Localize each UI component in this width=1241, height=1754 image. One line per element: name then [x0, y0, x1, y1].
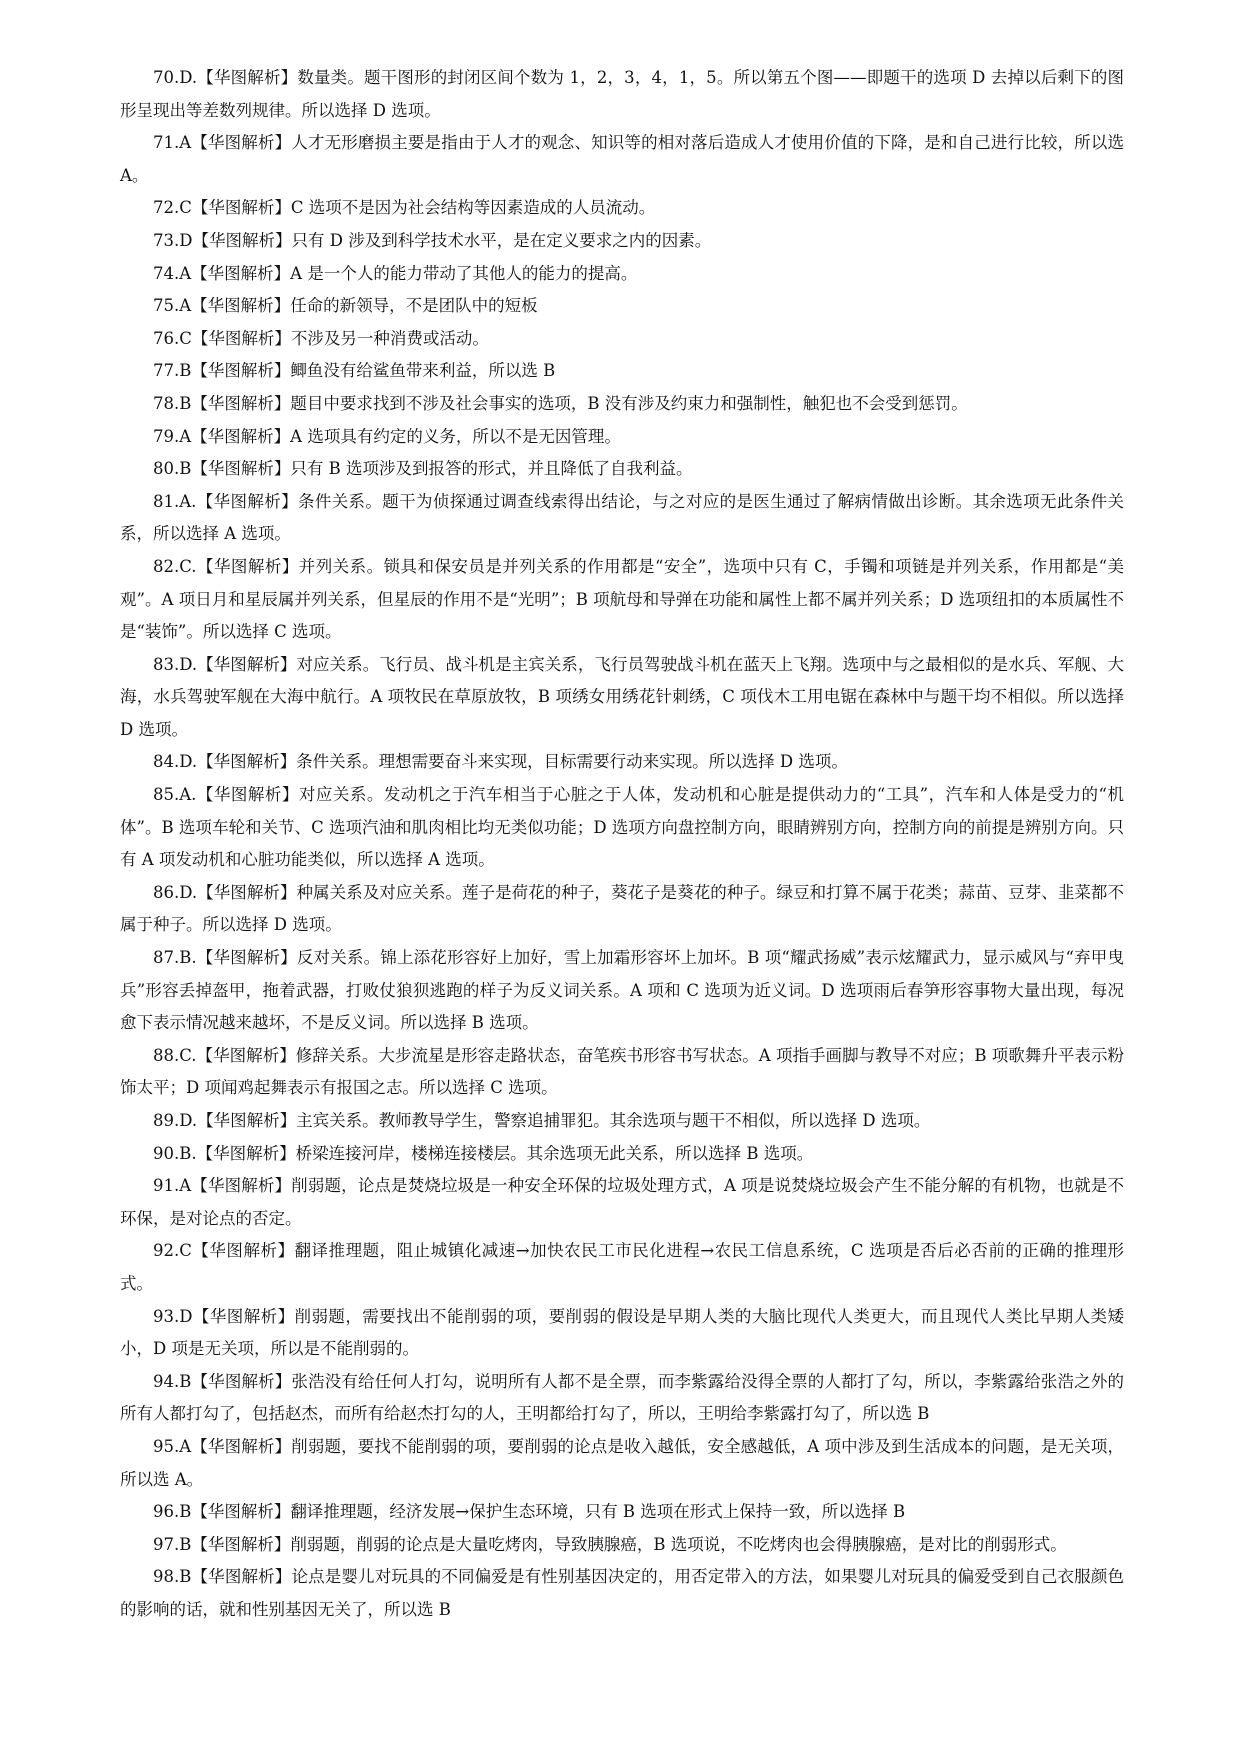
answer-explanation-82: 82.C.【华图解析】并列关系。锁具和保安员是并列关系的作用都是“安全”，选项中只有 C，手镯和项链是并列关系，作用都是“美观”。A 项日月和星辰属并列关系，但星辰的作用不是“光明”；B 项航母和导弹在功能和属性上都不属并列关系；D 选项纽扣的本质属性不是“装饰”。所以选择 C 选项。 — [120, 556, 1124, 642]
answer-explanation-93: 93.D【华图解析】削弱题，需要找出不能削弱的项，要削弱的假设是早期人类的大脑比现代人类更大，而且现代人类比早期人类矮小，D 项是无关项，所以是不能削弱的。 — [120, 1306, 1124, 1359]
answer-explanation-85: 85.A.【华图解析】对应关系。发动机之于汽车相当于心脏之于人体，发动机和心脏是提供动力的“工具”，汽车和人体是受力的“机体”。B 选项车轮和关节、C 选项汽油和肌肉相比均无类似功能；D 选项方向盘控制方向，眼睛辨别方向，控制方向的前提是辨别方向。只有 A 项发动机和心脏功能类似，所以选择 A 选项。 — [120, 785, 1124, 870]
answer-explanations — [120, 62, 1124, 1627]
answer-explanation-73: 73.D【华图解析】只有 D 涉及到科学技术水平，是在定义要求之内的因素。 — [153, 230, 712, 250]
answer-explanation-89: 89.D.【华图解析】主宾关系。教师教导学生，警察追捕罪犯。其余选项与题干不相似，所以选择 D 选项。 — [153, 1111, 931, 1130]
answer-explanation-87: 87.B.【华图解析】反对关系。锦上添花形容好上加好，雪上加霜形容坏上加坏。B 项“耀武扬威”表示炫耀武力，显示威风与“弃甲曳兵”形容丢掉盔甲，拖着武器，打败仗狼狈逃跑的样子为反义词关系。A 项和 C 选项为近义词。D 选项雨后春笋形容事物大量出现，每况愈下表示情况越来越坏，不是反义词。所以选择 B 选项。 — [120, 948, 1124, 1033]
answer-explanation-80: 80.B【华图解析】只有 B 选项涉及到报答的形式，并且降低了自我利益。 — [153, 459, 693, 479]
answer-explanation-72: 72.C【华图解析】C 选项不是因为社会结构等因素造成的人员流动。 — [153, 198, 656, 218]
answer-explanation-74: 74.A【华图解析】A 是一个人的能力带动了其他人的能力的提高。 — [153, 263, 638, 283]
answer-explanation-86: 86.D.【华图解析】种属关系及对应关系。莲子是荷花的种子，葵花子是葵花的种子。绿豆和打算不属于花类；蒜苗、豆芽、韭菜都不属于种子。所以选择 D 选项。 — [120, 882, 1124, 935]
answer-explanation-98: 98.B【华图解析】论点是婴儿对玩具的不同偏爱是有性别基因决定的，用否定带入的方法，如果婴儿对玩具的偏爱受到自己衣服颜色的影响的话，就和性别基因无关了，所以选 B — [120, 1567, 1124, 1619]
answer-explanation-77: 77.B【华图解析】鲫鱼没有给鲨鱼带来利益，所以选 B — [153, 361, 556, 381]
answer-explanation-83: 83.D.【华图解析】对应关系。飞行员、战斗机是主宾关系，飞行员驾驶战斗机在蓝天上飞翔。选项中与之最相似的是水兵、军舰、大海，水兵驾驶军舰在大海中航行。A 项牧民在草原放牧，B 项绣女用绣花针刺绣，C 项伐木工用电锯在森林中与题干均不相似。所以选择 D 选项。 — [120, 654, 1124, 739]
answer-explanation-97: 97.B【华图解析】削弱题，削弱的论点是大量吃烤肉，导致胰腺癌，B 选项说，不吃烤肉也会得胰腺癌，是对比的削弱形式。 — [153, 1534, 1067, 1554]
answer-explanation-71: 71.A【华图解析】人才无形磨损主要是指由于人才的观念、知识等的相对落后造成人才使用价值的下降，是和自己进行比较，所以选 A。 — [120, 133, 1124, 185]
answer-explanation-88: 88.C.【华图解析】修辞关系。大步流星是形容走路状态，奋笔疾书形容书写状态。A 项指手画脚与教导不对应；B 项歌舞升平表示粉饰太平；D 项闻鸡起舞表示有报国之志。所以选择 C 选项。 — [120, 1045, 1124, 1098]
answer-explanation-90: 90.B.【华图解析】桥梁连接河岸，楼梯连接楼层。其余选项无此关系，所以选择 B 选项。 — [153, 1143, 814, 1163]
answer-explanation-78: 78.B【华图解析】题目中要求找到不涉及社会事实的选项，B 没有涉及约束力和强制性，触犯也不会受到惩罚。 — [153, 393, 968, 413]
answer-explanation-76: 76.C【华图解析】不涉及另一种消费或活动。 — [153, 328, 489, 348]
answer-explanation-70: 70.D.【华图解析】数量类。题干图形的封闭区间个数为 1，2，3，4，1，5。所以第五个图——即题干的选项 D 去掉以后剩下的图形呈现出等差数列规律。所以选择 D 选项。 — [120, 68, 1124, 120]
answer-explanation-92: 92.C【华图解析】翻译推理题，阻止城镇化减速→加快农民工市民化进程→农民工信息系统，C 选项是否后必否前的正确的推理形式。 — [120, 1241, 1124, 1293]
answer-explanation-75: 75.A【华图解析】任命的新领导，不是团队中的短板 — [153, 296, 538, 316]
answer-explanation-94: 94.B【华图解析】张浩没有给任何人打勾，说明所有人都不是全票，而李紫露给没得全票的人都打了勾，所以，李紫露给张浩之外的所有人都打勾了，包括赵杰，而所有给赵杰打勾的人，王明都给打勾了，所以，王明给李紫露打勾了，所以选 B — [120, 1371, 1124, 1424]
answer-explanation-84: 84.D.【华图解析】条件关系。理想需要奋斗来实现，目标需要行动来实现。所以选择 D 选项。 — [153, 752, 848, 772]
answer-explanation-91: 91.A【华图解析】削弱题，论点是焚烧垃圾是一种安全环保的垃圾处理方式，A 项是说焚烧垃圾会产生不能分解的有机物，也就是不环保，是对论点的否定。 — [120, 1176, 1124, 1228]
answer-explanation-79: 79.A【华图解析】A 选项具有约定的义务，所以不是无因管理。 — [153, 426, 621, 446]
answer-explanation-96: 96.B【华图解析】翻译推理题，经济发展→保护生态环境，只有 B 选项在形式上保持一致，所以选择 B — [153, 1502, 906, 1522]
answer-explanation-81: 81.A.【华图解析】条件关系。题干为侦探通过调查线索得出结论，与之对应的是医生通过了解病情做出诊断。其余选项无此条件关系，所以选择 A 选项。 — [120, 491, 1124, 544]
answer-explanation-95: 95.A【华图解析】削弱题，要找不能削弱的项，要削弱的论点是收入越低，安全感越低，A 项中涉及到生活成本的问题，是无关项，所以选 A。 — [120, 1436, 1124, 1489]
